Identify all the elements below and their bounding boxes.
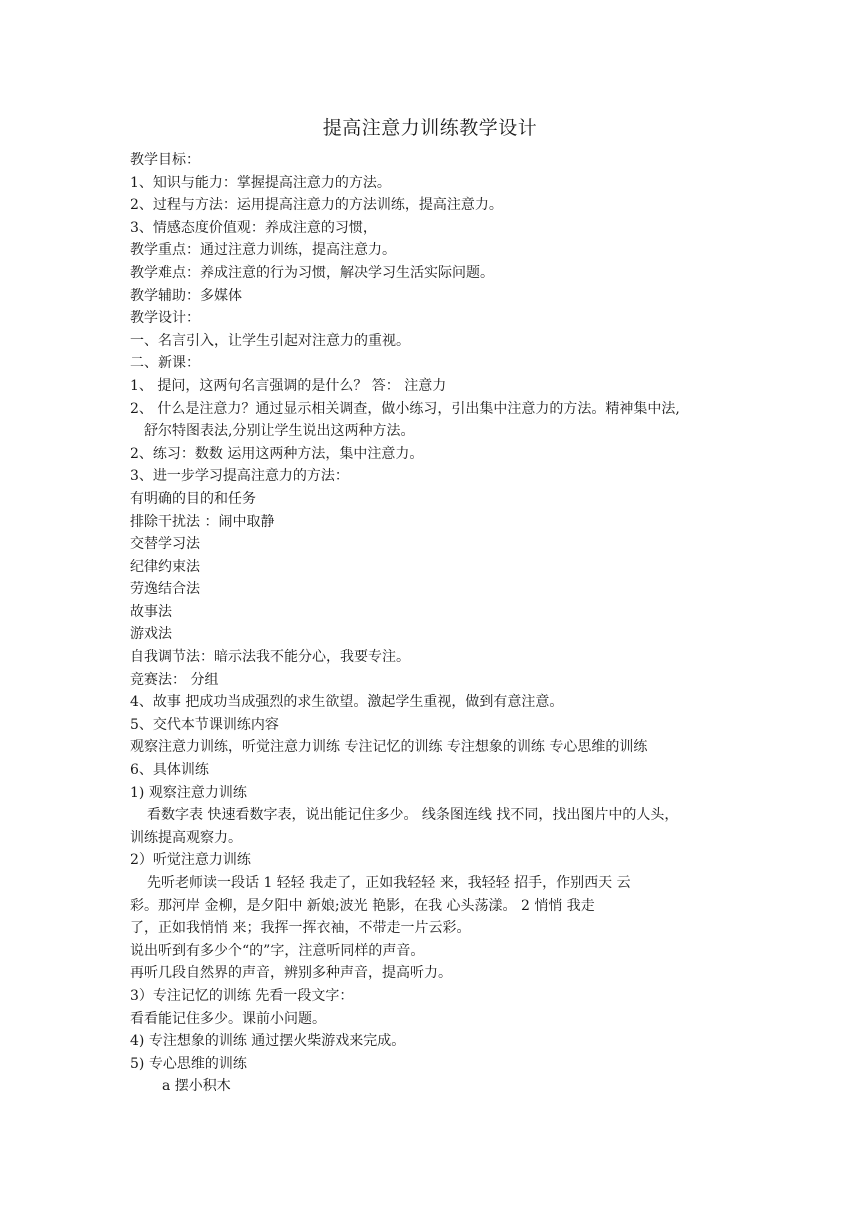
text-line: 彩。那河岸 金柳，是夕阳中 新娘;波光 艳影，在我 心头荡漾。 2 悄悄 我走	[130, 897, 595, 914]
document-title: 提高注意力训练教学设计	[322, 117, 538, 139]
text-line: 先听老师读一段话 1 轻轻 我走了，正如我轻轻 来，我轻轻 招手，作别西天 云	[147, 875, 631, 891]
text-line: 1、 提问，这两句名言强调的是什么？ 答： 注意力	[130, 377, 447, 394]
text-line: 看看能记住多少。课前小问题。	[130, 1010, 326, 1027]
text-line: 3）专注记忆的训练 先看一段文字：	[130, 987, 354, 1004]
text-line: 2、练习：数数 运用这两种方法，集中注意力。	[130, 445, 424, 462]
document-body	[130, 149, 740, 1098]
text-line: 了，正如我悄悄 来；我挥一挥衣袖，不带走一片云彩。	[130, 920, 471, 937]
text-line: 教学重点：通过注意力训练，提高注意力。	[130, 242, 396, 259]
text-line: 竞赛法： 分组	[130, 671, 219, 688]
text-line: 教学辅助：多媒体	[130, 287, 242, 304]
text-line: 故事法	[130, 603, 172, 620]
text-line: 1) 观察注意力训练	[130, 784, 247, 801]
text-line: 教学设计：	[130, 310, 200, 327]
text-line: 2、 什么是注意力？通过显示相关调查，做小练习，引出集中注意力的方法。精神集中法,	[130, 400, 680, 417]
text-line: 教学难点：养成注意的行为习惯，解决学习生活实际问题。	[130, 264, 494, 281]
text-line: 排除干扰法 ：闹中取静	[130, 513, 275, 530]
text-line: 5) 专心思维的训练	[130, 1055, 247, 1072]
text-line: 训练提高观察力。	[130, 829, 242, 846]
text-line: 有明确的目的和任务	[130, 490, 256, 507]
text-line: 游戏法	[130, 626, 172, 643]
text-line: 1、知识与能力：掌握提高注意力的方法。	[130, 174, 391, 191]
text-line: 3、情感态度价值观：养成注意的习惯，	[130, 219, 377, 236]
text-line: 再听几段自然界的声音，辨别多种声音，提高听力。	[130, 965, 452, 982]
text-line: 说出听到有多少个“的”字，注意听同样的声音。	[130, 942, 425, 959]
text-line: 舒尔特图表法,分别让学生说出这两种方法。	[144, 423, 415, 440]
text-line: 交替学习法	[130, 536, 200, 553]
text-line: 教学目标：	[130, 152, 200, 168]
text-line: 4、故事 把成功当成强烈的求生欲望。激起学生重视，做到有意注意。	[130, 694, 564, 711]
text-line: 自我调节法：暗示法我不能分心，我要专注。	[130, 649, 410, 666]
text-line: 4) 专注想象的训练 通过摆火柴游戏来完成。	[130, 1033, 406, 1050]
text-line: a 摆小积木	[162, 1078, 231, 1095]
text-line: 观察注意力训练，听觉注意力训练 专注记忆的训练 专注想象的训练 专心思维的训练	[130, 739, 648, 756]
text-line: 6、具体训练	[130, 762, 209, 779]
text-line: 一、名言引入，让学生引起对注意力的重视。	[130, 332, 410, 349]
text-line: 二、新课：	[130, 355, 200, 372]
text-line: 纪律约束法	[130, 558, 200, 575]
text-line: 2、过程与方法：运用提高注意力的方法训练，提高注意力。	[130, 197, 503, 214]
text-line: 2）听觉注意力训练	[130, 852, 251, 869]
text-line: 3、进一步学习提高注意力的方法：	[130, 468, 349, 485]
text-line: 5、交代本节课训练内容	[130, 716, 279, 733]
text-line: 劳逸结合法	[130, 581, 200, 598]
text-line: 看数字表 快速看数字表，说出能记住多少。 线条图连线 找不同，找出图片中的人头，	[147, 807, 679, 824]
